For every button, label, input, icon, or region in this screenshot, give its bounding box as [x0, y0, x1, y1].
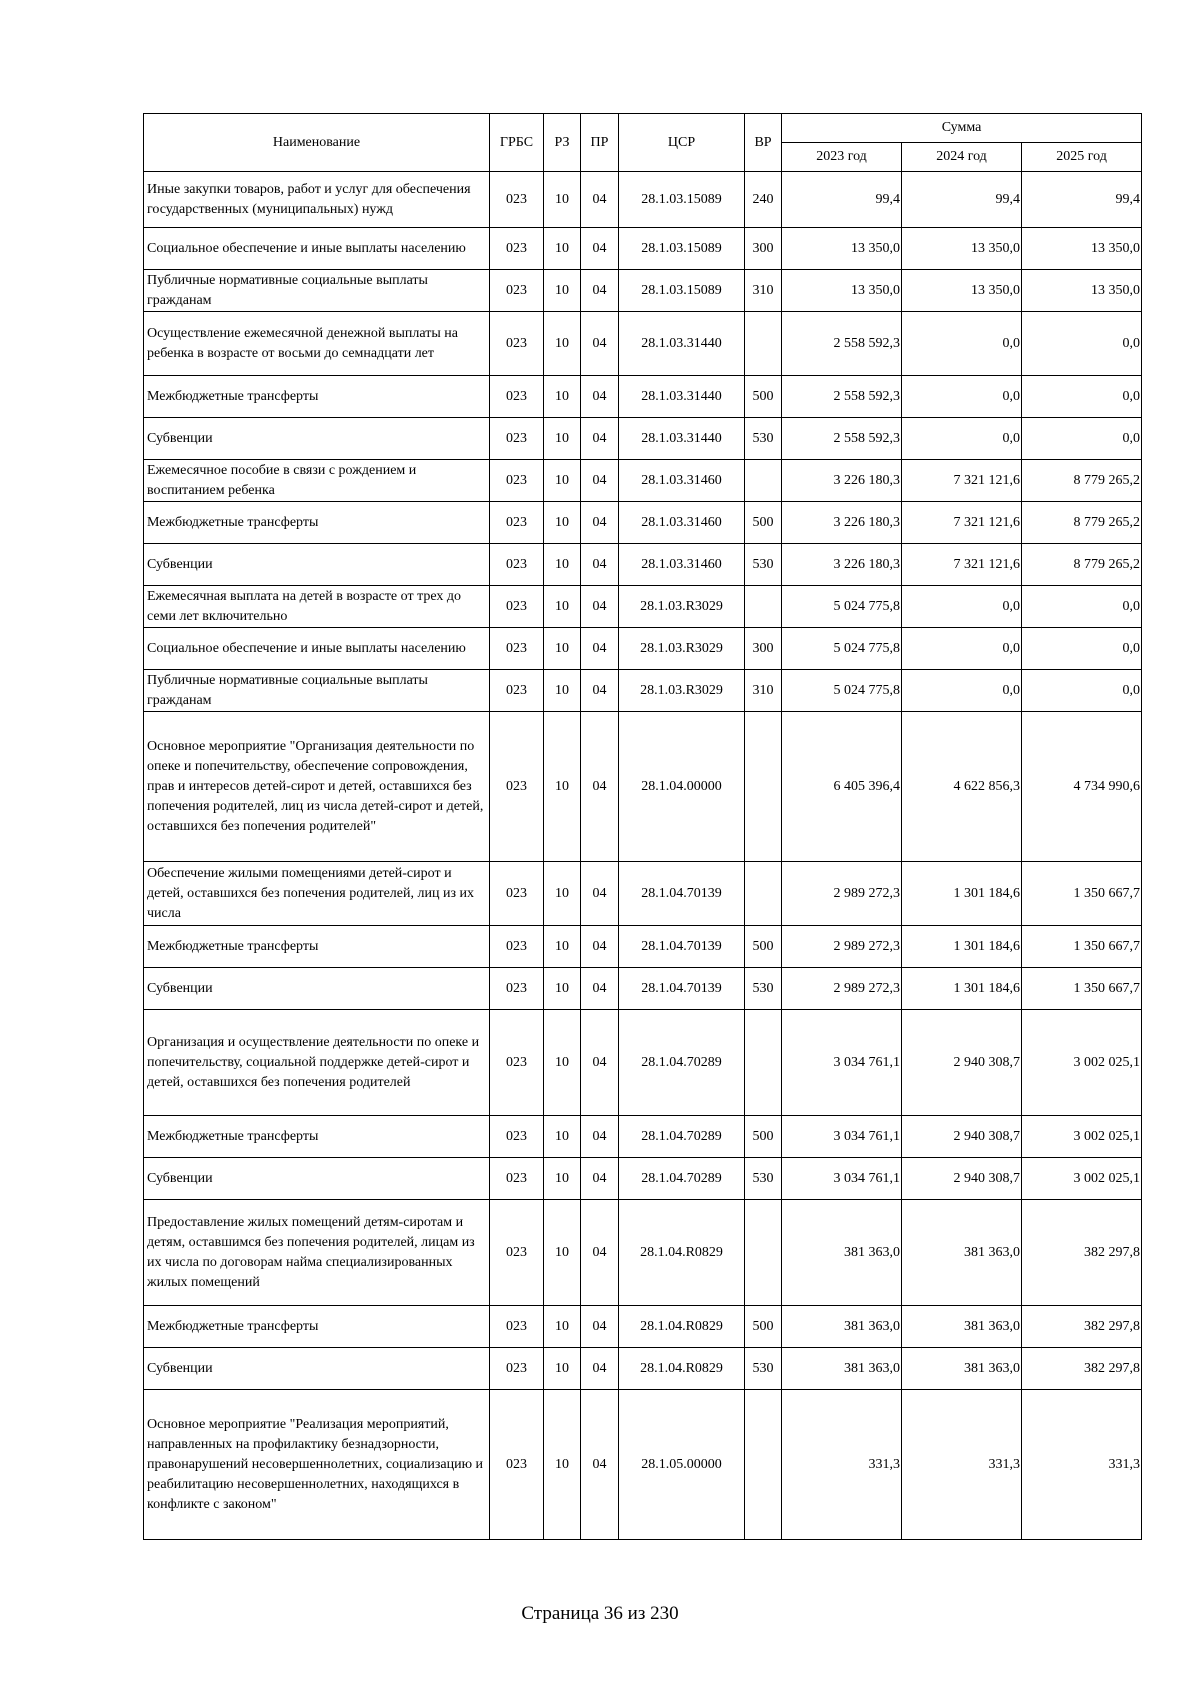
row-vr: 530 [745, 1158, 782, 1200]
row-grbs: 023 [490, 544, 544, 586]
row-name: Обеспечение жилыми помещениями детей-сирот и детей, оставшихся без попечения родителей, лиц из их числа [144, 862, 490, 926]
row-pr: 04 [581, 862, 619, 926]
row-grbs: 023 [490, 376, 544, 418]
row-pr: 04 [581, 586, 619, 628]
row-csr: 28.1.03.31460 [619, 460, 745, 502]
header-vr: ВР [745, 114, 782, 172]
row-pr: 04 [581, 502, 619, 544]
row-sum-2025: 1 350 667,7 [1022, 862, 1142, 926]
row-rz: 10 [544, 502, 581, 544]
row-pr: 04 [581, 270, 619, 312]
row-csr: 28.1.03.R3029 [619, 628, 745, 670]
row-rz: 10 [544, 460, 581, 502]
row-csr: 28.1.03.R3029 [619, 586, 745, 628]
row-name: Осуществление ежемесячной денежной выплаты на ребенка в возрасте от восьми до семнадцати лет [144, 312, 490, 376]
table-body [144, 172, 1142, 1540]
row-vr: 500 [745, 376, 782, 418]
table-row [144, 670, 1142, 712]
row-name: Ежемесячное пособие в связи с рождением и воспитанием ребенка [144, 460, 490, 502]
row-sum-2025: 1 350 667,7 [1022, 968, 1142, 1010]
row-sum-2024: 381 363,0 [902, 1306, 1022, 1348]
row-csr: 28.1.04.70139 [619, 862, 745, 926]
table-row [144, 312, 1142, 376]
row-sum-2025: 0,0 [1022, 312, 1142, 376]
row-pr: 04 [581, 1010, 619, 1116]
row-grbs: 023 [490, 228, 544, 270]
row-pr: 04 [581, 628, 619, 670]
row-sum-2024: 13 350,0 [902, 228, 1022, 270]
row-vr: 530 [745, 968, 782, 1010]
row-csr: 28.1.03.31440 [619, 418, 745, 460]
row-sum-2024: 0,0 [902, 628, 1022, 670]
table-row [144, 270, 1142, 312]
row-name: Субвенции [144, 418, 490, 460]
row-grbs: 023 [490, 270, 544, 312]
row-pr: 04 [581, 376, 619, 418]
row-rz: 10 [544, 586, 581, 628]
row-name: Субвенции [144, 1348, 490, 1390]
row-vr [745, 1010, 782, 1116]
row-pr: 04 [581, 1158, 619, 1200]
row-rz: 10 [544, 926, 581, 968]
row-sum-2025: 13 350,0 [1022, 228, 1142, 270]
row-sum-2025: 13 350,0 [1022, 270, 1142, 312]
row-sum-2023: 5 024 775,8 [782, 670, 902, 712]
table-row [144, 172, 1142, 228]
row-rz: 10 [544, 270, 581, 312]
row-csr: 28.1.04.R0829 [619, 1348, 745, 1390]
table-row [144, 586, 1142, 628]
row-name: Основное мероприятие "Организация деятельности по опеке и попечительству, обеспечение сопровождения, прав и интересов детей-сирот и детей, оставшихся без попечения родителей, лиц из числа детей-сирот и детей, оставшихся без попечения родителей" [144, 712, 490, 862]
row-sum-2025: 3 002 025,1 [1022, 1010, 1142, 1116]
row-csr: 28.1.04.70289 [619, 1116, 745, 1158]
row-sum-2025: 3 002 025,1 [1022, 1158, 1142, 1200]
row-vr [745, 862, 782, 926]
row-rz: 10 [544, 670, 581, 712]
row-vr [745, 1200, 782, 1306]
table-header [144, 114, 1142, 172]
row-vr: 300 [745, 628, 782, 670]
row-sum-2025: 0,0 [1022, 670, 1142, 712]
table-row [144, 228, 1142, 270]
row-sum-2023: 2 989 272,3 [782, 926, 902, 968]
row-sum-2025: 0,0 [1022, 376, 1142, 418]
row-pr: 04 [581, 1200, 619, 1306]
row-vr: 530 [745, 1348, 782, 1390]
row-grbs: 023 [490, 1010, 544, 1116]
row-grbs: 023 [490, 418, 544, 460]
row-csr: 28.1.03.31460 [619, 502, 745, 544]
row-pr: 04 [581, 544, 619, 586]
row-grbs: 023 [490, 1390, 544, 1540]
header-year-2025: 2025 год [1022, 143, 1142, 172]
row-rz: 10 [544, 1390, 581, 1540]
table-row [144, 968, 1142, 1010]
row-name: Межбюджетные трансферты [144, 376, 490, 418]
row-name: Субвенции [144, 1158, 490, 1200]
row-pr: 04 [581, 968, 619, 1010]
row-sum-2025: 8 779 265,2 [1022, 544, 1142, 586]
row-csr: 28.1.04.70139 [619, 968, 745, 1010]
row-rz: 10 [544, 1306, 581, 1348]
row-sum-2023: 381 363,0 [782, 1348, 902, 1390]
row-csr: 28.1.03.15089 [619, 228, 745, 270]
row-sum-2023: 6 405 396,4 [782, 712, 902, 862]
table-row [144, 460, 1142, 502]
row-sum-2025: 3 002 025,1 [1022, 1116, 1142, 1158]
table-row [144, 926, 1142, 968]
row-name: Межбюджетные трансферты [144, 926, 490, 968]
header-pr: ПР [581, 114, 619, 172]
row-grbs: 023 [490, 1116, 544, 1158]
row-sum-2023: 381 363,0 [782, 1306, 902, 1348]
row-grbs: 023 [490, 460, 544, 502]
row-rz: 10 [544, 1158, 581, 1200]
header-rz: РЗ [544, 114, 581, 172]
row-sum-2025: 4 734 990,6 [1022, 712, 1142, 862]
table-row [144, 862, 1142, 926]
row-csr: 28.1.04.00000 [619, 712, 745, 862]
row-pr: 04 [581, 1390, 619, 1540]
table-row [144, 376, 1142, 418]
row-csr: 28.1.04.R0829 [619, 1306, 745, 1348]
row-sum-2025: 382 297,8 [1022, 1348, 1142, 1390]
row-sum-2024: 1 301 184,6 [902, 862, 1022, 926]
row-sum-2023: 2 558 592,3 [782, 418, 902, 460]
row-vr [745, 460, 782, 502]
row-vr: 500 [745, 1116, 782, 1158]
row-pr: 04 [581, 1116, 619, 1158]
row-vr: 500 [745, 926, 782, 968]
row-name: Субвенции [144, 968, 490, 1010]
row-sum-2024: 0,0 [902, 586, 1022, 628]
row-sum-2023: 2 558 592,3 [782, 376, 902, 418]
header-name: Наименование [144, 114, 490, 172]
row-sum-2023: 3 226 180,3 [782, 502, 902, 544]
row-sum-2023: 5 024 775,8 [782, 586, 902, 628]
row-vr: 530 [745, 418, 782, 460]
row-sum-2023: 3 226 180,3 [782, 460, 902, 502]
row-csr: 28.1.03.15089 [619, 172, 745, 228]
row-sum-2024: 7 321 121,6 [902, 544, 1022, 586]
row-sum-2023: 13 350,0 [782, 228, 902, 270]
table-row [144, 1200, 1142, 1306]
row-sum-2024: 381 363,0 [902, 1348, 1022, 1390]
row-rz: 10 [544, 172, 581, 228]
row-rz: 10 [544, 418, 581, 460]
budget-table [143, 113, 1142, 1540]
row-sum-2023: 331,3 [782, 1390, 902, 1540]
row-sum-2024: 1 301 184,6 [902, 968, 1022, 1010]
row-csr: 28.1.04.70139 [619, 926, 745, 968]
row-sum-2023: 3 034 761,1 [782, 1116, 902, 1158]
row-pr: 04 [581, 1348, 619, 1390]
row-grbs: 023 [490, 1306, 544, 1348]
row-vr [745, 586, 782, 628]
row-csr: 28.1.05.00000 [619, 1390, 745, 1540]
row-grbs: 023 [490, 1200, 544, 1306]
row-sum-2025: 0,0 [1022, 418, 1142, 460]
row-sum-2024: 13 350,0 [902, 270, 1022, 312]
row-sum-2025: 8 779 265,2 [1022, 502, 1142, 544]
row-sum-2024: 1 301 184,6 [902, 926, 1022, 968]
row-name: Предоставление жилых помещений детям-сиротам и детям, оставшимся без попечения родителей, лицам из их числа по договорам найма специализированных жилых помещений [144, 1200, 490, 1306]
row-csr: 28.1.03.R3029 [619, 670, 745, 712]
row-sum-2025: 0,0 [1022, 586, 1142, 628]
row-rz: 10 [544, 968, 581, 1010]
row-grbs: 023 [490, 1348, 544, 1390]
row-sum-2025: 8 779 265,2 [1022, 460, 1142, 502]
row-sum-2023: 381 363,0 [782, 1200, 902, 1306]
row-rz: 10 [544, 1116, 581, 1158]
row-rz: 10 [544, 1348, 581, 1390]
row-sum-2024: 4 622 856,3 [902, 712, 1022, 862]
row-sum-2023: 3 034 761,1 [782, 1158, 902, 1200]
table-row [144, 1306, 1142, 1348]
row-vr: 500 [745, 1306, 782, 1348]
row-grbs: 023 [490, 586, 544, 628]
table-row [144, 544, 1142, 586]
row-sum-2024: 2 940 308,7 [902, 1010, 1022, 1116]
row-rz: 10 [544, 1010, 581, 1116]
row-sum-2024: 2 940 308,7 [902, 1116, 1022, 1158]
row-name: Иные закупки товаров, работ и услуг для обеспечения государственных (муниципальных) нужд [144, 172, 490, 228]
row-grbs: 023 [490, 1158, 544, 1200]
row-rz: 10 [544, 544, 581, 586]
row-sum-2025: 1 350 667,7 [1022, 926, 1142, 968]
row-sum-2024: 0,0 [902, 418, 1022, 460]
header-year-2023: 2023 год [782, 143, 902, 172]
row-grbs: 023 [490, 926, 544, 968]
row-vr: 300 [745, 228, 782, 270]
row-sum-2023: 3 034 761,1 [782, 1010, 902, 1116]
row-sum-2024: 331,3 [902, 1390, 1022, 1540]
row-pr: 04 [581, 1306, 619, 1348]
row-pr: 04 [581, 670, 619, 712]
row-sum-2025: 0,0 [1022, 628, 1142, 670]
row-grbs: 023 [490, 862, 544, 926]
row-sum-2023: 3 226 180,3 [782, 544, 902, 586]
row-rz: 10 [544, 228, 581, 270]
row-vr [745, 312, 782, 376]
row-rz: 10 [544, 862, 581, 926]
row-vr [745, 1390, 782, 1540]
table-row [144, 1390, 1142, 1540]
table-row [144, 1010, 1142, 1116]
row-sum-2024: 381 363,0 [902, 1200, 1022, 1306]
row-vr: 240 [745, 172, 782, 228]
row-vr [745, 712, 782, 862]
row-sum-2024: 7 321 121,6 [902, 502, 1022, 544]
row-sum-2023: 2 558 592,3 [782, 312, 902, 376]
row-grbs: 023 [490, 968, 544, 1010]
row-sum-2023: 2 989 272,3 [782, 862, 902, 926]
row-sum-2023: 5 024 775,8 [782, 628, 902, 670]
row-pr: 04 [581, 172, 619, 228]
row-pr: 04 [581, 228, 619, 270]
row-csr: 28.1.03.15089 [619, 270, 745, 312]
row-sum-2024: 99,4 [902, 172, 1022, 228]
row-name: Межбюджетные трансферты [144, 1116, 490, 1158]
header-year-2024: 2024 год [902, 143, 1022, 172]
row-rz: 10 [544, 628, 581, 670]
table-row [144, 1116, 1142, 1158]
row-grbs: 023 [490, 670, 544, 712]
row-name: Межбюджетные трансферты [144, 1306, 490, 1348]
row-vr: 310 [745, 670, 782, 712]
row-rz: 10 [544, 712, 581, 862]
row-sum-2025: 382 297,8 [1022, 1200, 1142, 1306]
row-rz: 10 [544, 1200, 581, 1306]
row-grbs: 023 [490, 628, 544, 670]
row-csr: 28.1.03.31460 [619, 544, 745, 586]
row-pr: 04 [581, 312, 619, 376]
table-row [144, 628, 1142, 670]
row-sum-2025: 382 297,8 [1022, 1306, 1142, 1348]
table-row [144, 418, 1142, 460]
row-rz: 10 [544, 376, 581, 418]
row-grbs: 023 [490, 712, 544, 862]
row-name: Публичные нормативные социальные выплаты гражданам [144, 270, 490, 312]
table-row [144, 502, 1142, 544]
table-row [144, 1158, 1142, 1200]
row-vr: 310 [745, 270, 782, 312]
row-pr: 04 [581, 926, 619, 968]
row-name: Организация и осуществление деятельности по опеке и попечительству, социальной поддержке детей-сирот и детей, оставшихся без попечения родителей [144, 1010, 490, 1116]
row-sum-2025: 99,4 [1022, 172, 1142, 228]
row-grbs: 023 [490, 502, 544, 544]
row-name: Публичные нормативные социальные выплаты гражданам [144, 670, 490, 712]
row-sum-2024: 0,0 [902, 670, 1022, 712]
header-grbs: ГРБС [490, 114, 544, 172]
row-csr: 28.1.04.R0829 [619, 1200, 745, 1306]
row-name: Субвенции [144, 544, 490, 586]
row-name: Основное мероприятие "Реализация мероприятий, направленных на профилактику безнадзорности, правонарушений несовершеннолетних, социализацию и реабилитацию несовершеннолетних, находящихся в конфликте с законом" [144, 1390, 490, 1540]
row-sum-2024: 2 940 308,7 [902, 1158, 1022, 1200]
row-sum-2024: 0,0 [902, 312, 1022, 376]
row-pr: 04 [581, 460, 619, 502]
row-grbs: 023 [490, 312, 544, 376]
row-sum-2025: 331,3 [1022, 1390, 1142, 1540]
row-rz: 10 [544, 312, 581, 376]
row-sum-2024: 7 321 121,6 [902, 460, 1022, 502]
row-sum-2023: 13 350,0 [782, 270, 902, 312]
row-name: Межбюджетные трансферты [144, 502, 490, 544]
row-name: Ежемесячная выплата на детей в возрасте от трех до семи лет включительно [144, 586, 490, 628]
row-name: Социальное обеспечение и иные выплаты населению [144, 628, 490, 670]
row-csr: 28.1.03.31440 [619, 376, 745, 418]
table-row [144, 712, 1142, 862]
row-csr: 28.1.04.70289 [619, 1158, 745, 1200]
header-csr: ЦСР [619, 114, 745, 172]
row-vr: 500 [745, 502, 782, 544]
row-sum-2024: 0,0 [902, 376, 1022, 418]
row-vr: 530 [745, 544, 782, 586]
row-sum-2023: 2 989 272,3 [782, 968, 902, 1010]
row-csr: 28.1.04.70289 [619, 1010, 745, 1116]
page-number: Страница 36 из 230 [521, 1603, 679, 1624]
row-grbs: 023 [490, 172, 544, 228]
row-csr: 28.1.03.31440 [619, 312, 745, 376]
row-pr: 04 [581, 712, 619, 862]
header-sum: Сумма [782, 114, 1142, 143]
row-pr: 04 [581, 418, 619, 460]
row-name: Социальное обеспечение и иные выплаты населению [144, 228, 490, 270]
row-sum-2023: 99,4 [782, 172, 902, 228]
table-row [144, 1348, 1142, 1390]
